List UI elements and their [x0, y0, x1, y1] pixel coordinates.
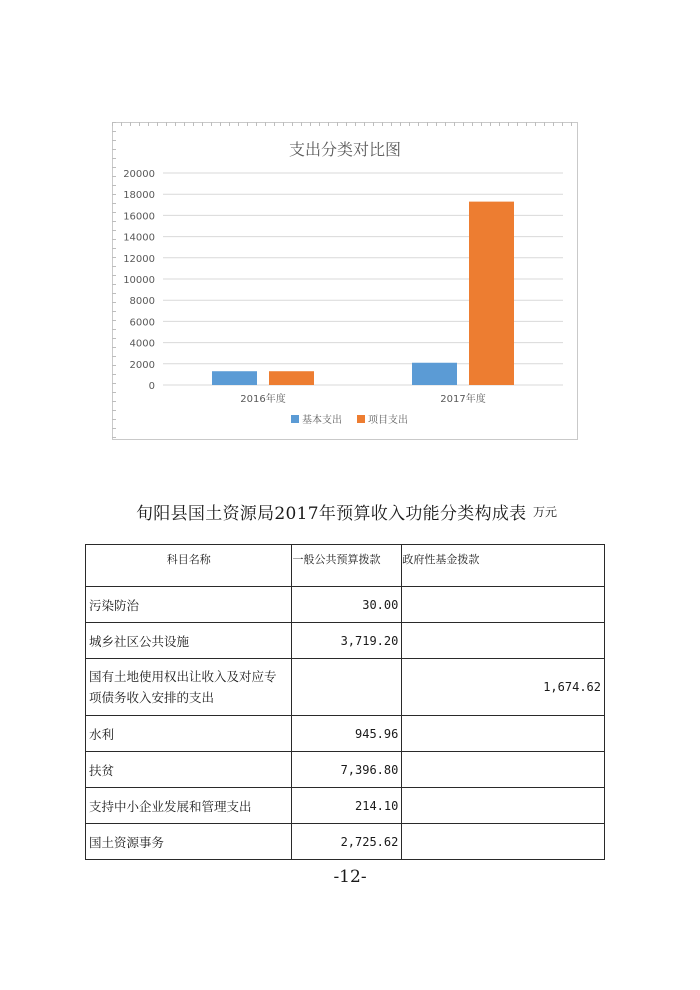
legend-swatch: [291, 415, 299, 423]
table-row: [86, 623, 605, 659]
table-unit: 万元: [533, 505, 558, 519]
y-tick-label: 6000: [129, 317, 155, 329]
bar-project-0[interactable]: [269, 371, 314, 385]
y-tick-label: 0: [148, 381, 155, 392]
y-tick-label: 14000: [123, 232, 155, 244]
row-fund: 1,674.62: [402, 659, 605, 716]
row-general: 2,725.62: [292, 824, 402, 860]
bar-basic-1[interactable]: [412, 363, 457, 385]
row-name: 水利: [86, 716, 292, 752]
chart-frame[interactable]: [112, 122, 578, 440]
row-fund: [402, 752, 605, 788]
ruler-left: [112, 122, 116, 440]
header-gov-fund: 政府性基金拨款: [402, 545, 605, 587]
expense-comparison-chart: [113, 123, 577, 439]
row-general: 214.10: [292, 788, 402, 824]
bar-basic-0[interactable]: [212, 371, 257, 385]
row-name: 国有土地使用权出让收入及对应专项债务收入安排的支出: [86, 659, 292, 716]
y-tick-label: 10000: [123, 275, 155, 286]
budget-table: [85, 544, 605, 860]
row-general: 30.00: [292, 587, 402, 623]
table-row: [86, 788, 605, 824]
y-tick-label: 4000: [129, 338, 155, 350]
row-general: 7,396.80: [292, 752, 402, 788]
y-tick-label: 12000: [123, 253, 155, 265]
bar-project-1[interactable]: [469, 202, 514, 385]
ruler-top: [112, 122, 578, 126]
header-general-budget: 一般公共预算拨款: [292, 545, 402, 587]
legend-swatch: [357, 415, 365, 423]
row-fund: [402, 824, 605, 860]
y-tick-label: 20000: [123, 169, 155, 180]
row-name: 城乡社区公共设施: [86, 623, 292, 659]
row-general: 3,719.20: [292, 623, 402, 659]
y-tick-label: 8000: [129, 296, 155, 308]
table-row: [86, 752, 605, 788]
x-tick-label: 2017年度: [440, 394, 486, 405]
table-row: [86, 587, 605, 623]
table-row: [86, 716, 605, 752]
header-subject: 科目名称: [86, 545, 292, 587]
page-number: -12-: [333, 867, 367, 887]
legend-label: 项目支出: [368, 415, 408, 426]
y-tick-label: 16000: [123, 211, 155, 223]
row-general: [292, 659, 402, 716]
y-tick-label: 2000: [129, 359, 155, 371]
row-name: 国土资源事务: [86, 824, 292, 860]
row-fund: [402, 587, 605, 623]
table-header-row: [86, 545, 605, 587]
x-tick-label: 2016年度: [240, 394, 286, 405]
row-fund: [402, 716, 605, 752]
row-fund: [402, 623, 605, 659]
row-name: 扶贫: [86, 752, 292, 788]
table-row: [86, 824, 605, 860]
table-title: 旬阳县国土资源局2017年预算收入功能分类构成表: [136, 504, 527, 524]
chart-title: 支出分类对比图: [288, 140, 402, 159]
row-name: 污染防治: [86, 587, 292, 623]
legend-label: 基本支出: [302, 415, 342, 426]
table-row: [86, 659, 605, 716]
row-general: 945.96: [292, 716, 402, 752]
row-name: 支持中小企业发展和管理支出: [86, 788, 292, 824]
y-tick-label: 18000: [123, 190, 155, 202]
row-fund: [402, 788, 605, 824]
